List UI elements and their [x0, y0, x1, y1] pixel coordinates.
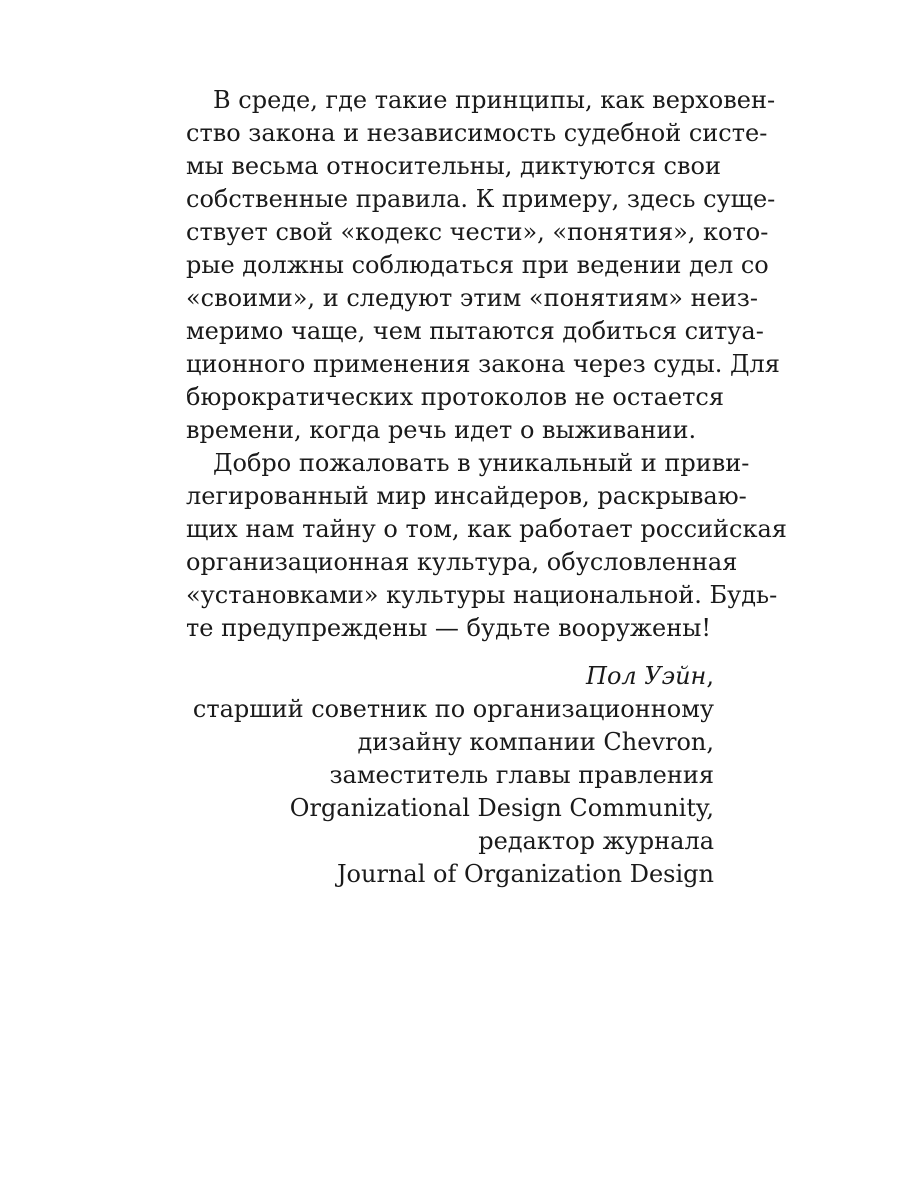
paragraph-2-line-5: «установками» культуры национальной. Будь-: [186, 581, 778, 609]
paragraph-1-line-8: меримо чаще, чем пытаются добиться ситуа-: [186, 317, 764, 345]
paragraph-1-line-9: ционного применения закона через суды. Для: [186, 350, 780, 378]
paragraph-2-line-4: организационная культура, обусловленная: [186, 548, 738, 576]
paragraph-1-line-5: ствует свой «кодекс чести», «понятия», кото-: [186, 218, 769, 246]
signature-title-5: редактор журнала: [478, 827, 714, 855]
author-name-comma: ,: [706, 662, 714, 690]
paragraph-1-line-6: рые должны соблюдаться при ведении дел со: [186, 251, 769, 279]
paragraph-1-line-11: времени, когда речь идет о выживании.: [186, 416, 697, 444]
paragraph-2-line-1: Добро пожаловать в уникальный и приви-: [213, 449, 750, 477]
paragraph-2-line-3: щих нам тайну о том, как работает российская: [186, 515, 787, 543]
paragraph-2-line-6: те предупреждены — будьте вооружены!: [186, 614, 711, 642]
paragraph-1-line-10: бюрократических протоколов не остается: [186, 383, 724, 411]
paragraph-1-line-2: ство закона и независимость судебной систе-: [186, 119, 768, 147]
paragraph-2-line-2: легированный мир инсайдеров, раскрываю-: [186, 482, 747, 510]
signature-title-3: заместитель главы правления: [329, 761, 714, 789]
paragraph-1-line-4: собственные правила. К примеру, здесь суще-: [186, 185, 776, 213]
signature-block: [186, 660, 714, 891]
body-text: [186, 84, 787, 645]
author-name: Пол Уэйн: [586, 662, 707, 690]
signature-name-line: [186, 660, 714, 693]
signature-title-4: Organizational Design Community,: [289, 794, 714, 822]
signature-title-1: старший советник по организационному: [192, 695, 714, 723]
paragraph-1-line-7: «своими», и следуют этим «понятиям» неиз-: [186, 284, 758, 312]
signature-title-2: дизайну компании Chevron,: [357, 728, 714, 756]
paragraph-1-line-3: мы весьма относительны, диктуются свои: [186, 152, 721, 180]
paragraph-1-line-1: В среде, где такие принципы, как верховен-: [213, 86, 776, 114]
signature-title-6: Journal of Organization Design: [336, 860, 714, 888]
